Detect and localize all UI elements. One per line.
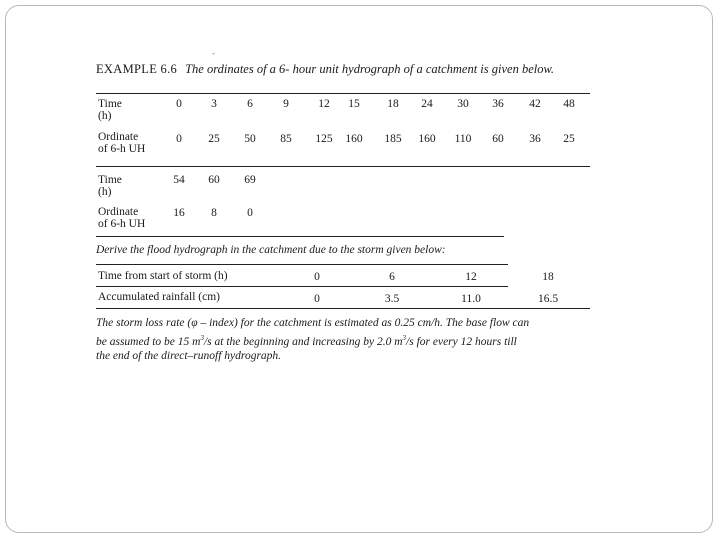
block2-bottom-rule bbox=[96, 236, 504, 237]
ordinate-label-1: Ordinate of 6-h UH bbox=[98, 131, 146, 155]
ordinate-cell: 160 bbox=[418, 133, 436, 145]
ordinate-cell: 160 bbox=[345, 133, 363, 145]
time-cell: 9 bbox=[283, 98, 289, 110]
ordinate-cell: 85 bbox=[280, 133, 292, 145]
paragraph-line-3: the end of the direct–runoff hydrograph. bbox=[96, 349, 282, 362]
storm-time-label: Time from start of storm (h) bbox=[98, 270, 228, 282]
storm-mid-rule bbox=[96, 286, 508, 287]
example-description: The ordinates of a 6- hour unit hydrograph of a catchment is given below. bbox=[185, 62, 555, 76]
storm-top-rule bbox=[96, 264, 508, 265]
ordinate-cell: 0 bbox=[247, 207, 253, 219]
ordinate-cell: 110 bbox=[454, 133, 472, 145]
storm-rain-cell: 16.5 bbox=[537, 293, 559, 305]
ordinate-cell: 25 bbox=[563, 133, 575, 145]
derive-instruction: Derive the flood hydrograph in the catchment due to the storm given below: bbox=[96, 244, 446, 256]
block1-bottom-rule bbox=[96, 166, 590, 167]
time-cell: 18 bbox=[387, 98, 399, 110]
ordinate-cell: 125 bbox=[315, 133, 333, 145]
time-cell: 24 bbox=[421, 98, 433, 110]
time-cell: 42 bbox=[529, 98, 541, 110]
ordinate-cell: 25 bbox=[208, 133, 220, 145]
ordinate-cell: 60 bbox=[492, 133, 504, 145]
ordinate-cell: 36 bbox=[529, 133, 541, 145]
storm-rain-label: Accumulated rainfall (cm) bbox=[98, 291, 220, 303]
storm-time-cell: 0 bbox=[314, 271, 320, 283]
storm-rain-cell: 0 bbox=[314, 293, 320, 305]
example-label: EXAMPLE 6.6 bbox=[96, 62, 178, 76]
time-cell: 12 bbox=[318, 98, 330, 110]
example-heading bbox=[96, 62, 554, 77]
table-top-rule bbox=[96, 93, 590, 94]
time-cell: 3 bbox=[211, 98, 217, 110]
storm-bottom-rule bbox=[96, 308, 590, 309]
time-cell: 69 bbox=[244, 174, 256, 186]
time-cell: 54 bbox=[173, 174, 185, 186]
time-cell: 30 bbox=[457, 98, 469, 110]
ordinate-cell: 0 bbox=[176, 133, 182, 145]
time-label-2: Time (h) bbox=[98, 174, 122, 198]
storm-rain-cell: 3.5 bbox=[384, 293, 400, 305]
time-cell: 36 bbox=[492, 98, 504, 110]
ordinate-cell: 185 bbox=[384, 133, 402, 145]
scan-mark: - bbox=[212, 48, 215, 58]
slide-frame bbox=[5, 5, 713, 533]
storm-rain-cell: 11.0 bbox=[461, 293, 481, 305]
time-cell: 6 bbox=[247, 98, 253, 110]
ordinate-cell: 8 bbox=[211, 207, 217, 219]
time-cell: 60 bbox=[208, 174, 220, 186]
time-cell: 15 bbox=[348, 98, 360, 110]
storm-time-cell: 18 bbox=[542, 271, 554, 283]
loss-rate-paragraph bbox=[96, 316, 596, 363]
time-cell: 0 bbox=[176, 98, 182, 110]
time-cell: 48 bbox=[563, 98, 575, 110]
time-label-1: Time (h) bbox=[98, 98, 122, 122]
storm-time-cell: 12 bbox=[465, 271, 477, 283]
paragraph-line-1: The storm loss rate (φ – index) for the catchment is estimated as 0.25 cm/h. The base flow can bbox=[96, 317, 530, 329]
paragraph-line-2: be assumed to be 15 $m^3/s$ at the beginning and increasing by 2.0 $m^3/s$ for every 12 hours till bbox=[96, 333, 517, 348]
storm-time-cell: 6 bbox=[389, 271, 395, 283]
ordinate-cell: 50 bbox=[244, 133, 256, 145]
ordinate-label-2: Ordinate of 6-h UH bbox=[98, 206, 146, 230]
ordinate-cell: 16 bbox=[173, 207, 185, 219]
